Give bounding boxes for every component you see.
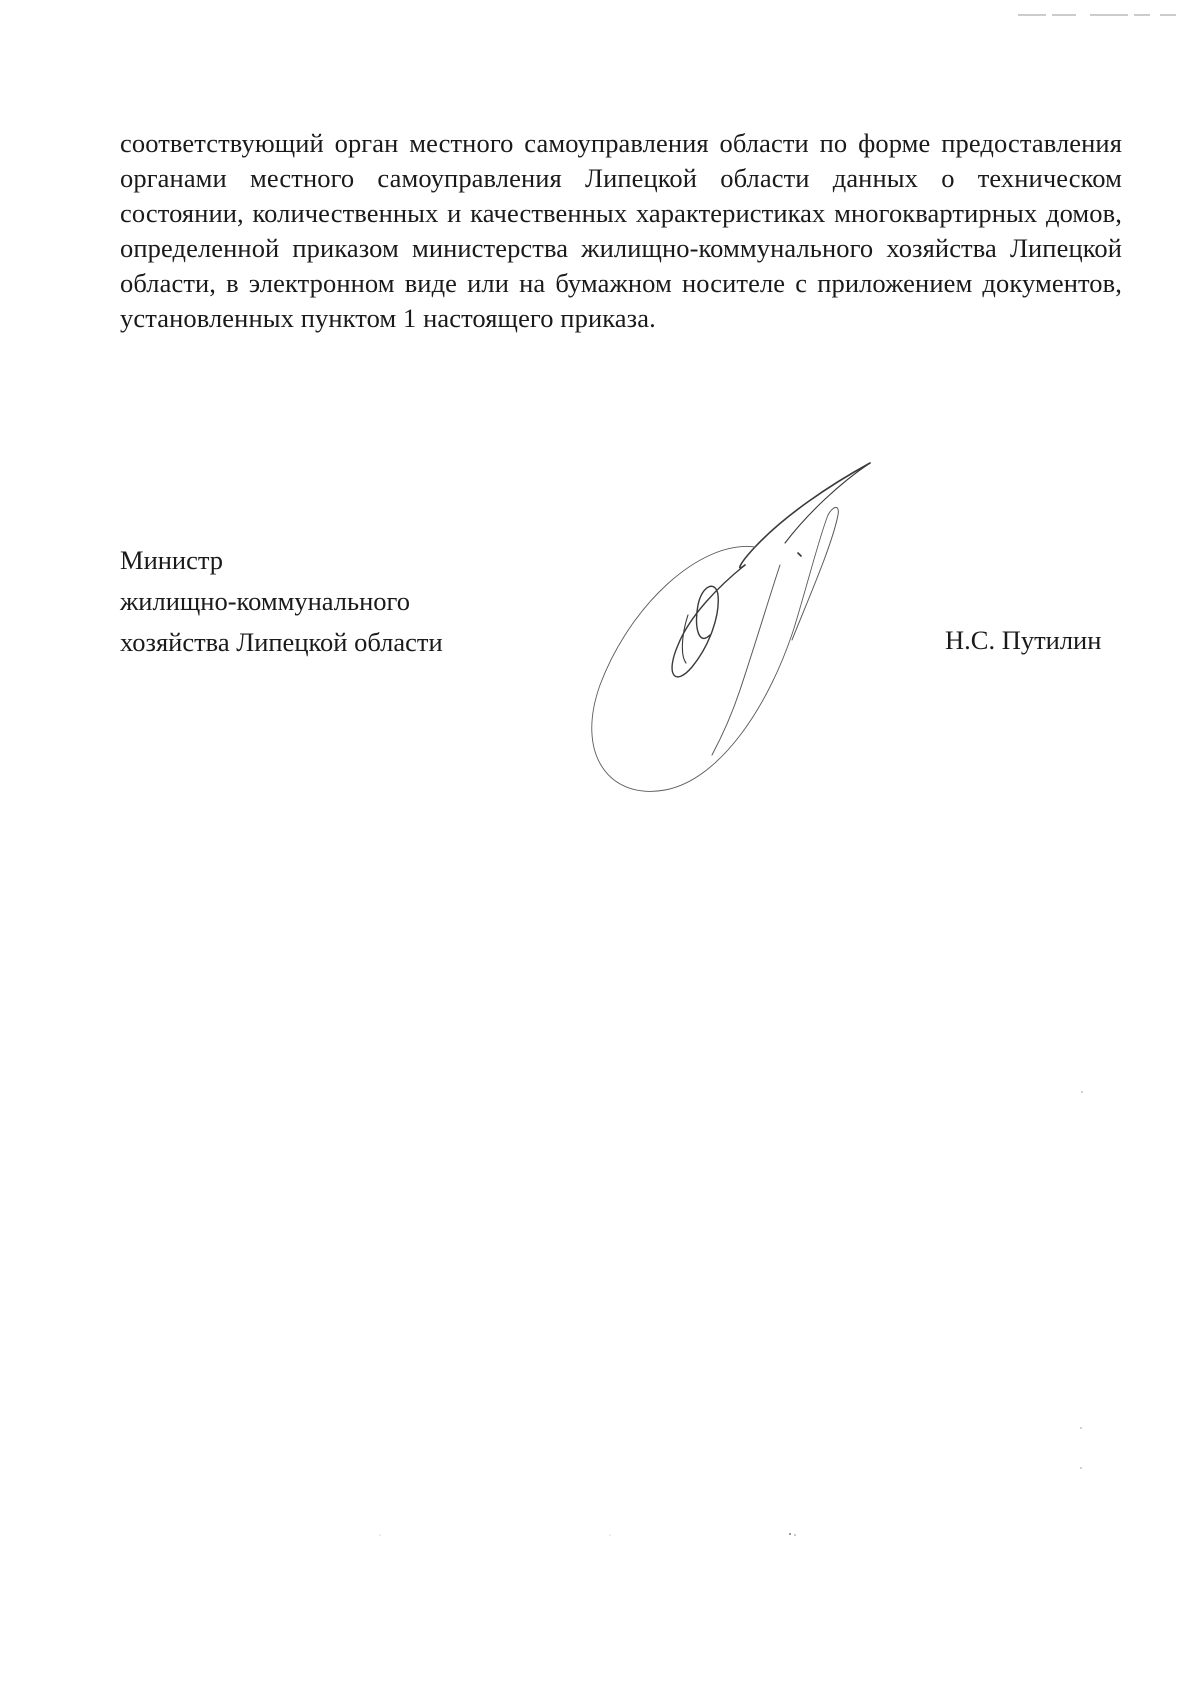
signatory-title-line: Министр <box>120 545 224 575</box>
signatory-title-block <box>120 540 443 663</box>
body-text <box>120 126 1122 336</box>
body-paragraph: соответствующий орган местного самоуправления области по форме предоставления органами местного самоуправления Липецкой области данных о техническом состоянии, количественных и качественных характеристиках многоквартирных домов, определенной приказом министерства жилищно-коммунального хозяйства Липецкой области, в электронном виде или на бумажном носителе с приложением документов, установленных пунктом 1 настоящего приказа. <box>120 128 1122 333</box>
signatory-title-line: хозяйства Липецкой области <box>120 627 443 657</box>
signatory-name: Н.С. Путилин <box>945 625 1102 655</box>
handwritten-signature <box>570 455 890 815</box>
scan-header-marks <box>1018 12 1178 18</box>
signatory-title-line: жилищно-коммунального <box>120 586 410 616</box>
